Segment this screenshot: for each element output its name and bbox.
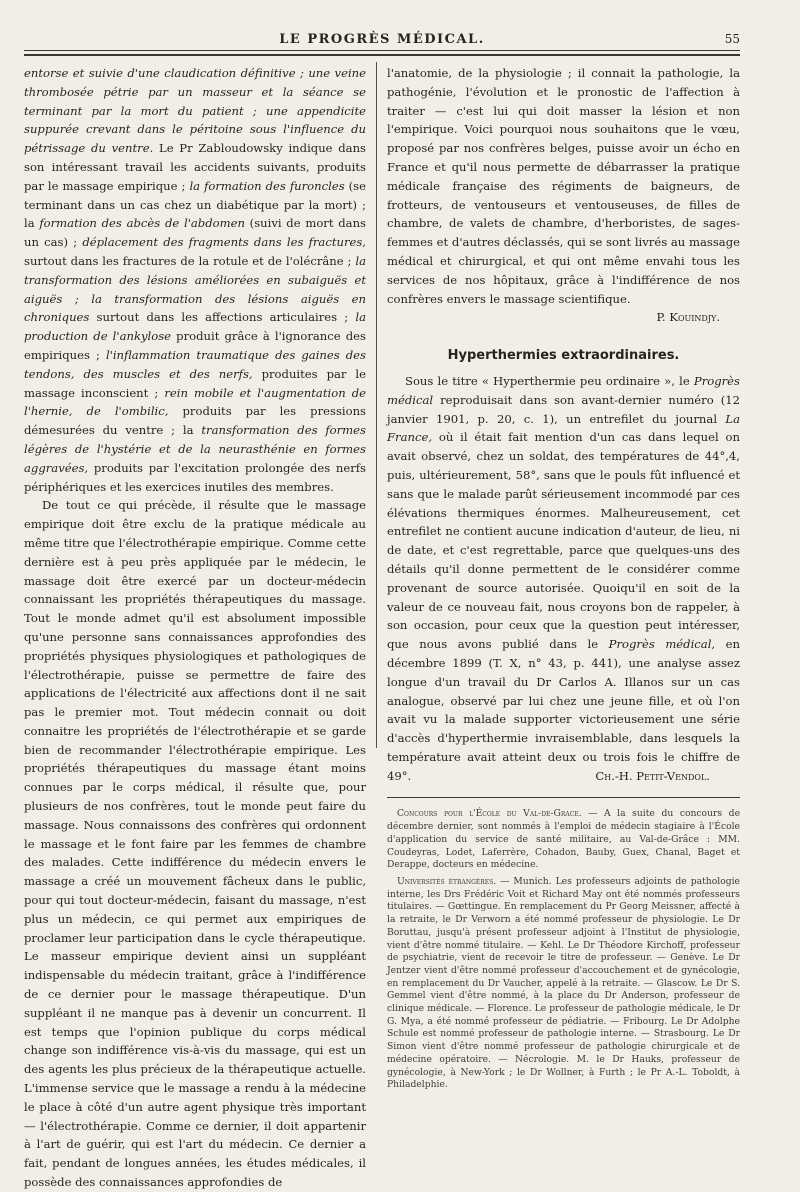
section-title-hyperthermies: Hyperthermies extraordinaires.: [447, 348, 680, 364]
news-separator: [387, 797, 740, 798]
paragraph-massage-accidents: entorse et suivie d'une claudication définitive ; une veine thrombosée pétrie par un masseur et la séance se terminant par la mort du patient ; une appendicite suppurée crevant dans le péritoine sous l'influence du pétrissage du ventre. Le Pr Zabloudowsky indique dans son intéressant travail les accidents suivants, produits par le massage empirique ; la formation des furoncles (se terminant dans un cas chez un diabétique par la mort) ; la formation des abcès de l'abdomen (suivi de mort dans un cas) ; déplacement des fragments dans les fractures, surtout dans les fractures de la rotule et de l'olécrâne ; la transformation des lésions améliorées en subaiguës et aiguës ; la transformation des lésions aiguës en chroniques surtout dans les affections articulaires ; la production de l'ankylose produit grâce à l'ignorance des empiriques ; l'inflammation traumatique des gaines des tendons, des muscles et des nerfs, produites par le massage inconscient ; rein mobile et l'augmentation de l'hernie, de l'ombilic, produits par les pressions démesurées du ventre ; la transformation des formes légères de l'hystérie et de la neurasthénie en formes aggravées, produits par l'excitation prolongée des nerfs périphériques et les exercices inutiles des membres.: [24, 66, 367, 494]
page-number: 55: [724, 32, 740, 46]
right-column: [387, 64, 740, 1104]
author-signature-kouindjy: P. Kouindjy.: [656, 310, 720, 325]
left-column: [24, 64, 367, 1190]
page-header: [24, 30, 740, 52]
news-item-val-de-grace: Concours pour l'École du Val-de-Grace. — A la suite du concours de décembre dernier, sont nommés à l'emploi de médecin stagiaire à l'École d'application du service de santé militaire, au Val-de-Grâce : MM. Coudeyras, Lodet, Laferrère, Cohadon, Bauby, Guex, Chanal, Baget et Derappe, docteurs en médecine.: [387, 808, 741, 871]
header-rule-top: [24, 50, 740, 51]
news-item-universites: Universités étrangères. — Munich. Les professeurs adjoints de pathologie interne, les Drs Frédéric Voit et Richard May ont été nommés professeurs titulaires. — Gœttingue. En remplacement du Pr Georg Meissner, affecté à la retraite, le Dr Verworn a été nommé professeur de physiologie. Le Dr Boruttau, jusqu'à présent professeur adjoint à l'Institut de physiologie, vient d'être nommé titulaire. — Kehl. Le Dr Théodore Kirchoff, professeur de psychiatrie, vient de recevoir le titre de professeur. — Genève. Le Dr Jentzer vient d'être nommé professeur d'accouchement et de gynécologie, en remplacement du Dr Vaucher, appelé à la retraite. — Glascow. Le Dr S. Gemmel vient d'être nommé, à la place du Dr Anderson, professeur de clinique médicale. — Florence. Le professeur de pathologie médicale, le Dr G. Mya, a été nommé professeur de pédiatrie. — Fribourg. Le Dr Adolphe Schule est nommé professeur de pathologie interne. — Strasbourg. Le Dr Simon vient d'être nommé professeur de pathologie chirurgicale et de médecine opératoire. — Nécrologie. M. le Dr Hauks, professeur de gynécologie, à New-York ; le Dr Wollner, à Furth ; le Pr A.-L. Toboldt, à Philadelphie.: [387, 876, 740, 1091]
paragraph-conclusion: De tout ce qui précède, il résulte que le massage empirique doit être exclu de la pratique médicale au même titre que l'électrothérapie empirique. Comme cette dernière est à peu près appliquée par le médecin, le massage doit être exercé par un docteur-médecin connaissant les propriétés thérapeutiques du massage. Tout le monde admet qu'il est absolument impossible qu'une personne sans connaissances approfondies des propriétés physiques physiologiques et pathologiques de l'électrothérapie, puisse se permettre de faire des applications de l'électricité aux affections dont il ne sait pas le premier mot. Tout médecin connait ou doit connaitre les propriétés de l'électrothérapie et se garde bien de recommander l'électrothérapie empirique. Les propriétés thérapeutiques du massage étant moins connues par le corps médical, il résulte que, pour plusieurs de nos confrères, tout le monde peut faire du massage. Nous connaissons des confrères qui ordonnent le massage et le font faire par les femmes de chambre des malades. Cette indifférence du médecin envers le massage a créé un mouvement fâcheux dans le public, pour qui tout docteur-médecin, faisant du massage, n'est plus un médecin, ce qui permet aux empiriques de proclamer leur participation dans le cycle thérapeutique. Le masseur empirique devient ainsi un suppléant indispensable du médecin traitant, grâce à l'indifférence de ce dernier pour le massage thérapeutique. D'un suppléant il ne manque pas à devenir un concurrent. Il est temps que l'opinion publique du corps médical change son indifférence vis-à-vis du massage, qui est un des agents les plus précieux de la thérapeutique actuelle. L'immense service que le massage a rendu à la médecine le place à côté d'un autre agent physique très important — l'électrothérapie. Comme ce dernier, il doit appartenir à l'art de guérir, qui est l'art du médecin. Ce dernier a fait, pendant de longues années, les études médicales, il possède des connaissances approfondies de: [24, 498, 366, 1190]
paragraph-continuation: l'anatomie, de la physiologie ; il connait la pathologie, la pathogénie, l'évolution et le pronostic de l'affection à traiter — c'est lui qui doit masser la lésion et non l'empirique. Voici pourquoi nous souhaitons que le vœu, proposé par nos confrères belges, puisse avoir un écho en France et qu'il nous permette de débarrasser la pratique médicale française des régiments de baigneurs, de frotteurs, de ventouseurs et ventouseuses, de filles de chambre, de valets de chambre, d'herboristes, de sages-femmes et d'autres déclassés, qui se sont livrés au massage médical et chirurgical, et qui ont même envahi tous les services de nos hôpitaux, grâce à l'indifférence de nos confrères envers le massage scientifique.: [387, 66, 740, 306]
journal-title: LE PROGRÈS MÉDICAL.: [279, 32, 485, 47]
column-divider: [376, 62, 377, 748]
paragraph-hyperthermie: Sous le titre « Hyperthermie peu ordinaire », le Progrès médical reproduisait dans son avant-dernier numéro (12 janvier 1901, p. 20, c. 1), un entrefilet du journal La France, où il était fait mention d'un cas dans lequel on avait observé, chez un soldat, des températures de 44°,4, puis, ultérieurement, 58°, sans que le pouls fût influencé et sans que le malade parût sérieusement incommodé par ces élévations thermiques énormes. Malheureusement, cet entrefilet ne contient aucune indication d'auteur, de lieu, ni de date, et c'est regrettable, parce que quelques-uns des détails qu'il donne permettent de le considérer comme provenant de source autorisée. Quoiqu'il en soit de la valeur de ce nouveau fait, nous croyons bon de rappeler, à son occasion, pour ceux que la question peut intéresser, que nous avons publié dans le Progrès médical, en décembre 1899 (T. X, n° 43, p. 441), une analyse assez longue d'un travail du Dr Carlos A. Illanos sur un cas analogue, observé par lui chez une jeune fille, et où l'on avait vu la malade supporter victorieusement une série d'accès d'hyperthermie invraisemblable, dans lesquels la température avait atteint deux ou trois fois le chiffre de 49°.: [387, 373, 740, 783]
author-signature-petit-vendol: Ch.-H. Petit-Vendol.: [595, 768, 710, 783]
header-rule-bottom: [24, 54, 740, 56]
news-briefs: [387, 808, 740, 1091]
